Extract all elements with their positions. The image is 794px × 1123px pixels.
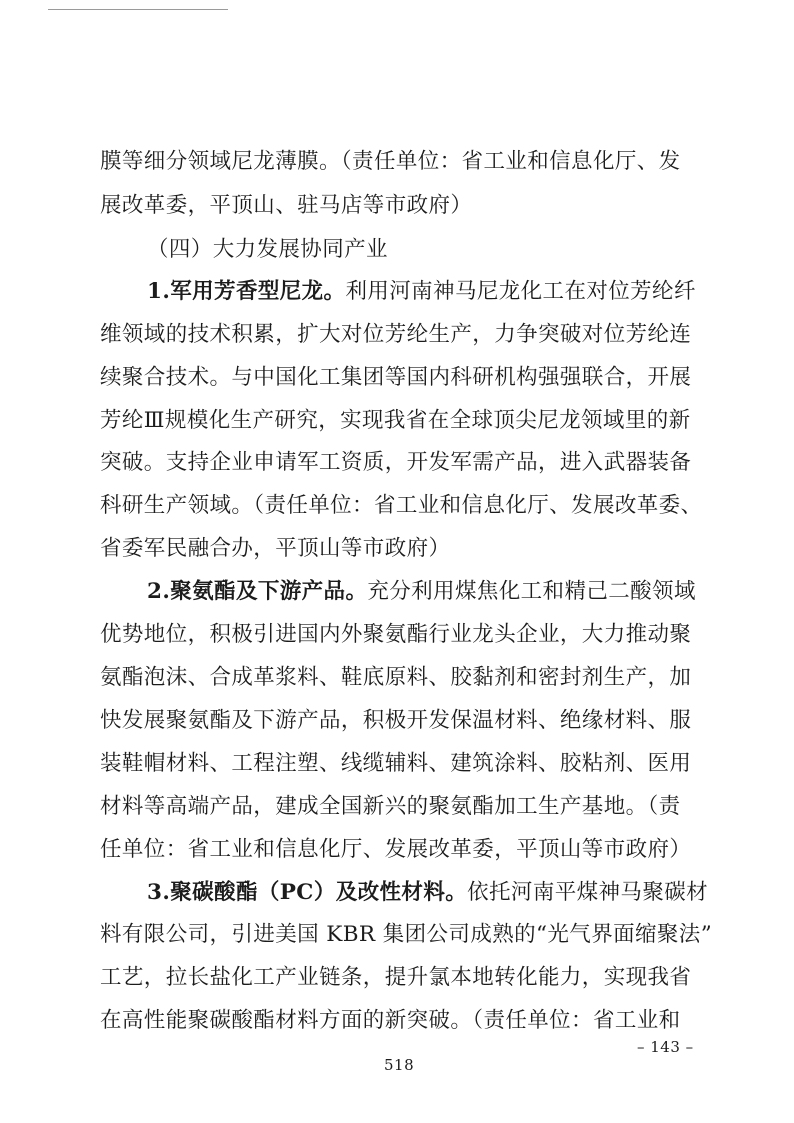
text-line: 芳纶Ⅲ规模化生产研究，实现我省在全球顶尖尼龙领域里的新 bbox=[100, 408, 691, 433]
text-line: 突破。支持企业申请军工资质，开发军需产品，进入武器装备 bbox=[100, 450, 692, 475]
item-heading-line: 2.聚氨酯及下游产品。充分利用煤焦化工和精己二酸领域 bbox=[147, 579, 696, 604]
top-rule bbox=[48, 9, 228, 10]
text-line: 快发展聚氨酯及下游产品，积极开发保温材料、绝缘材料、服 bbox=[100, 708, 692, 733]
text-line: 省委军民融合办，平顶山等市政府） bbox=[100, 536, 451, 561]
item-title: 1.军用芳香型尼龙。 bbox=[147, 279, 346, 304]
item-heading-line: 3.聚碳酸酯（PC）及改性材料。依托河南平煤神马聚碳材 bbox=[147, 880, 709, 905]
text-line: 维领域的技术积累，扩大对位芳纶生产，力争突破对位芳纶连 bbox=[100, 322, 692, 347]
page-number: – 143 – bbox=[637, 1038, 694, 1056]
text-line: 膜等细分领域尼龙薄膜。（责任单位：省工业和信息化厅、发 bbox=[100, 149, 681, 174]
text-line: 续聚合技术。与中国化工集团等国内科研机构强强联合，开展 bbox=[100, 365, 692, 390]
section-heading: （四）大力发展协同产业 bbox=[147, 237, 388, 262]
text-line: 氨酯泡沫、合成革浆料、鞋底原料、胶黏剂和密封剂生产，加 bbox=[100, 665, 692, 690]
text-line: 任单位：省工业和信息化厅、发展改革委，平顶山等市政府） bbox=[100, 837, 692, 862]
text-line: 科研生产领域。（责任单位：省工业和信息化厅、发展改革委、 bbox=[100, 493, 703, 518]
text-line: 在高性能聚碳酸酯材料方面的新突破。（责任单位：省工业和 bbox=[100, 1008, 681, 1033]
text-line: 优势地位，积极引进国内外聚氨酯行业龙头企业，大力推动聚 bbox=[100, 622, 692, 647]
source-page-number: 518 bbox=[384, 1056, 415, 1074]
text-line: 材料等高端产品，建成全国新兴的聚氨酯加工生产基地。（责 bbox=[100, 794, 681, 819]
text-line: 料有限公司，引进美国 KBR 集团公司成熟的“光气界面缩聚法” bbox=[100, 922, 713, 947]
item-title: 2.聚氨酯及下游产品。 bbox=[147, 579, 368, 604]
item-heading-line: 1.军用芳香型尼龙。利用河南神马尼龙化工在对位芳纶纤 bbox=[147, 279, 696, 304]
item-title: 3.聚碳酸酯（PC）及改性材料。 bbox=[147, 880, 468, 905]
text-line: 装鞋帽材料、工程注塑、线缆辅料、建筑涂料、胶粘剂、医用 bbox=[100, 751, 692, 776]
text-line: 展改革委，平顶山、驻马店等市政府） bbox=[100, 193, 473, 218]
text-line: 工艺，拉长盐化工产业链条，提升氯本地转化能力，实现我省 bbox=[100, 965, 692, 990]
